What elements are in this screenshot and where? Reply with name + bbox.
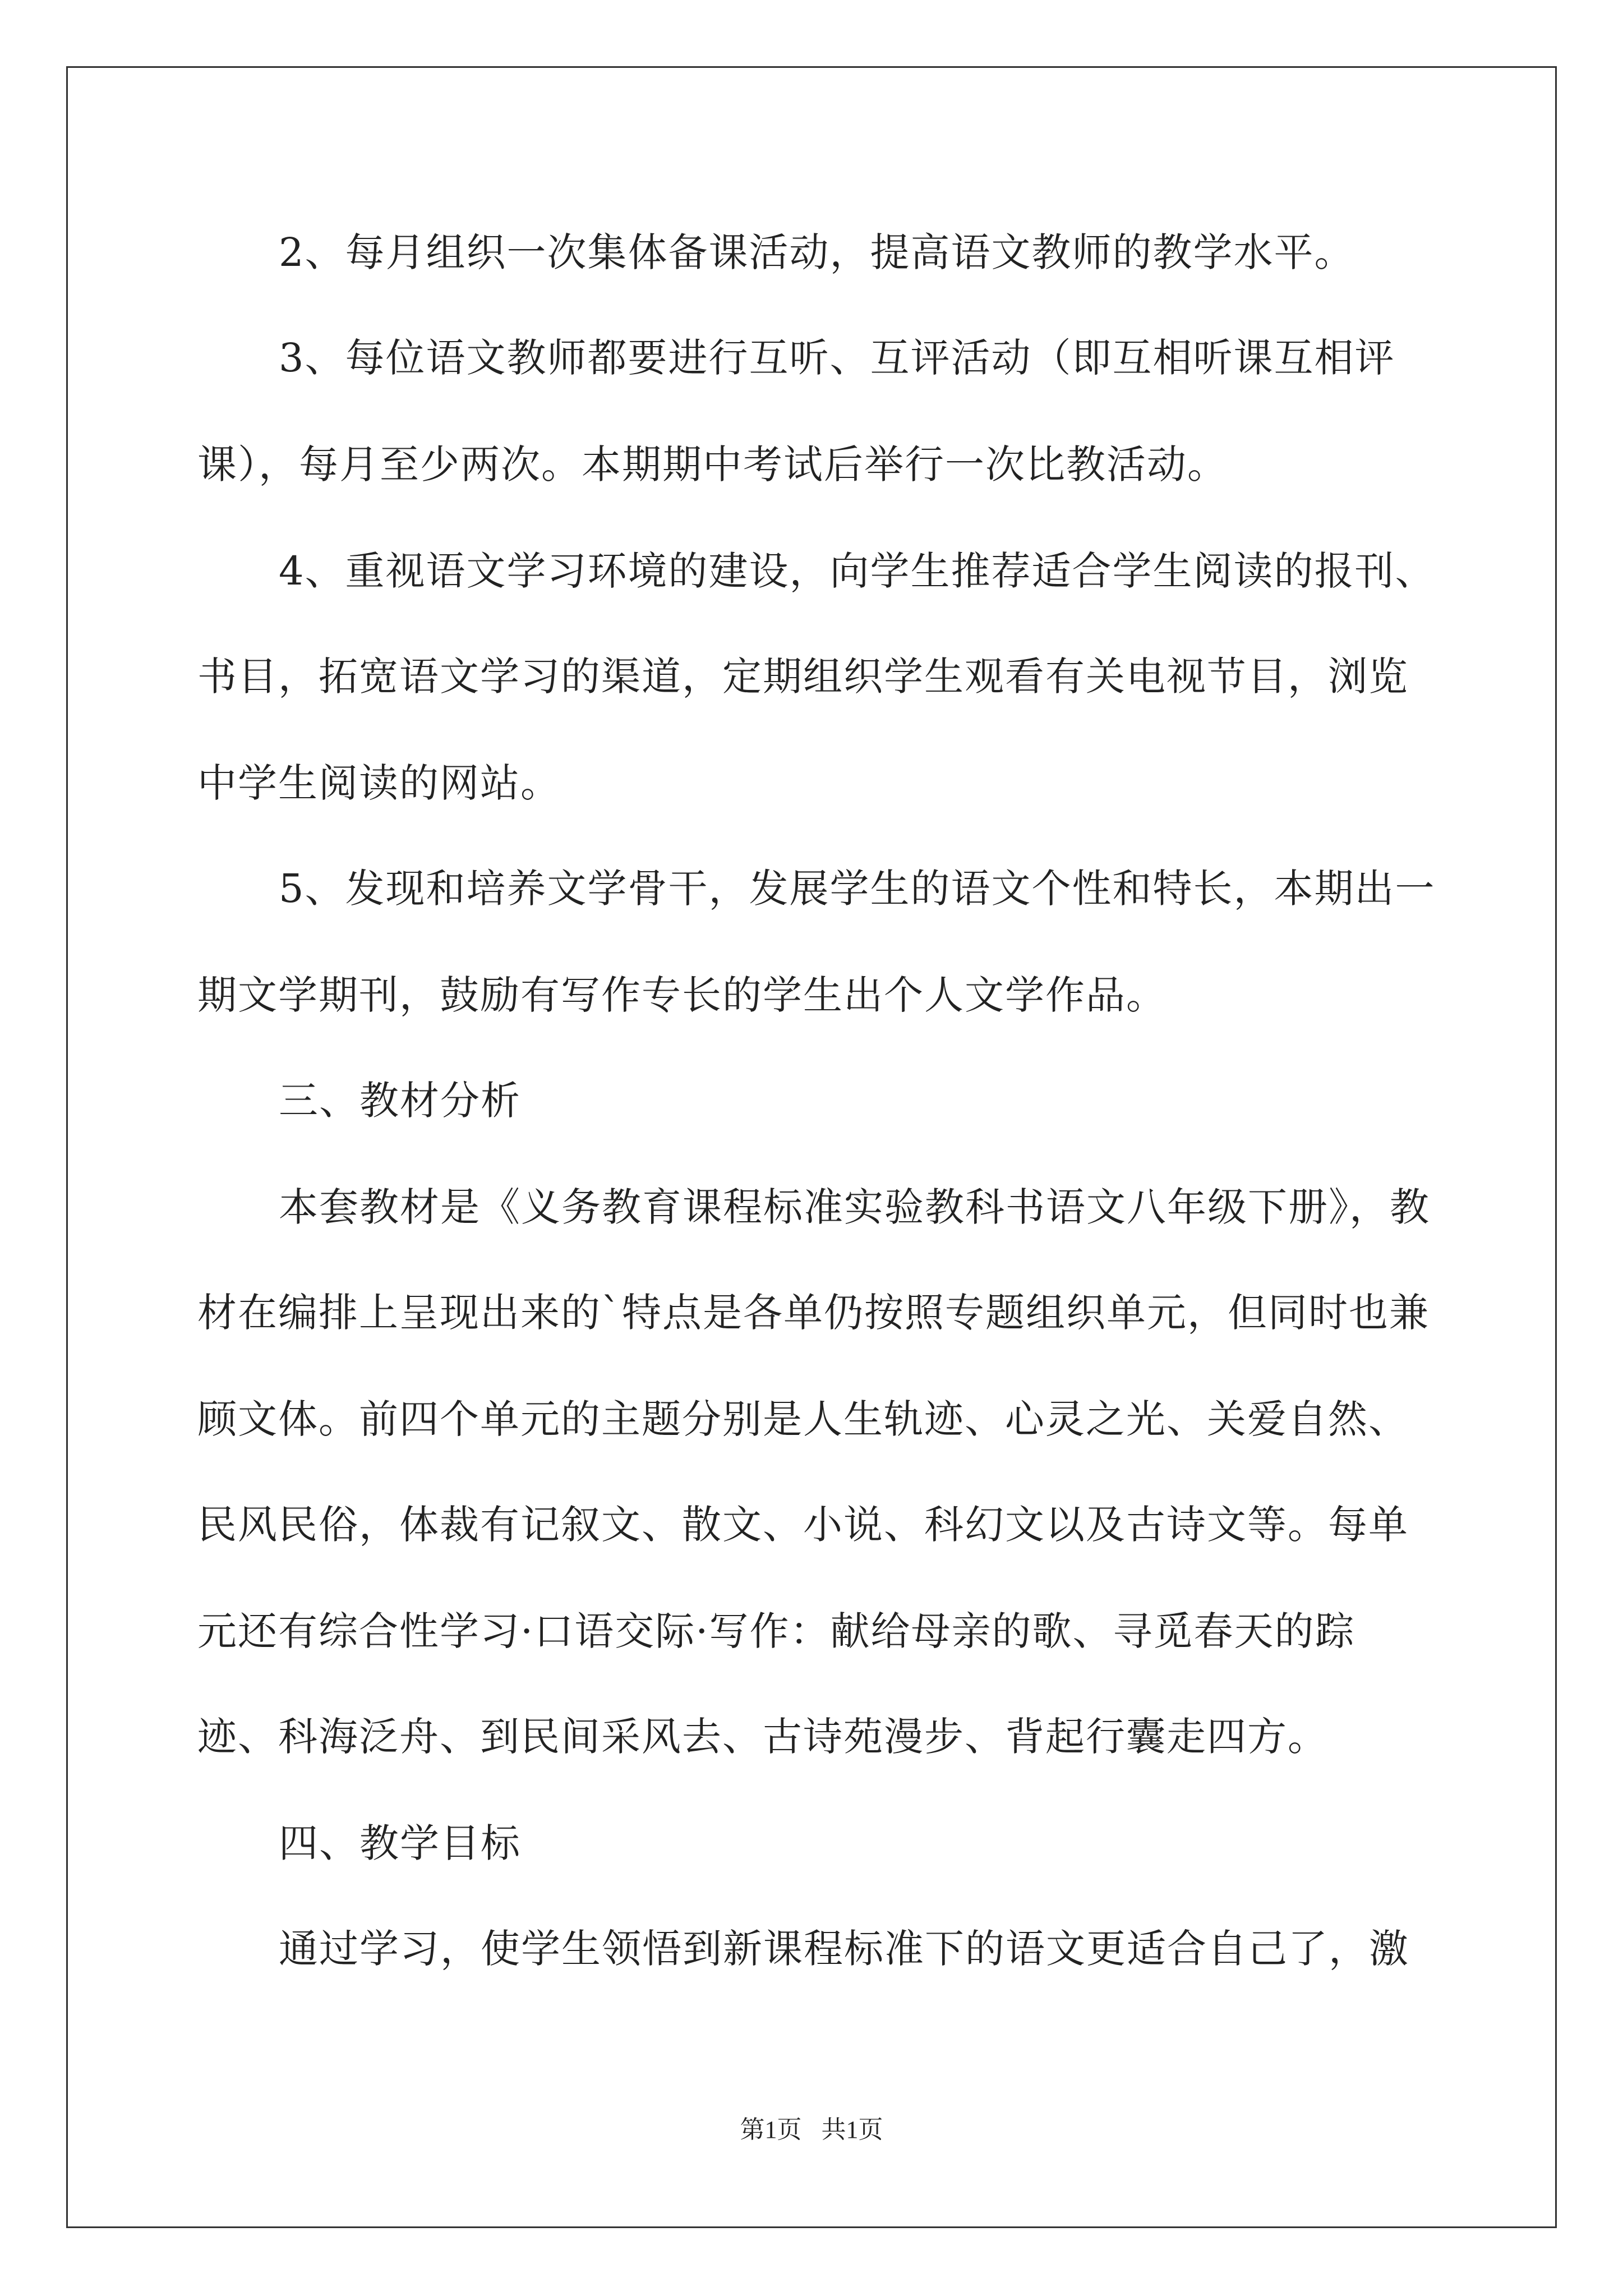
paragraph-line: 课），每月至少两次。本期期中考试后举行一次比教活动。	[197, 441, 1228, 487]
paragraph-line: 5、发现和培养文学骨干，发展学生的语文个性和特长，本期出一	[279, 866, 1436, 912]
section-heading: 四、教学目标	[279, 1820, 521, 1866]
page-footer	[0, 2109, 1623, 2145]
paragraph-line: 4、重视语文学习环境的建设，向学生推荐适合学生阅读的报刊、	[279, 548, 1436, 594]
paragraph-line: 民风民俗，体裁有记叙文、散文、小说、科幻文以及古诗文等。每单	[197, 1502, 1409, 1548]
paragraph-line: 书目，拓宽语文学习的渠道，定期组织学生观看有关电视节目，浏览	[197, 654, 1409, 700]
paragraph-line: 通过学习，使学生领悟到新课程标准下的语文更适合自己了，激	[279, 1926, 1409, 1972]
paragraph-line: 中学生阅读的网站。	[197, 760, 561, 806]
page-border	[66, 66, 1557, 2228]
section-heading: 三、教材分析	[279, 1078, 521, 1124]
paragraph-line: 材在编排上呈现出来的`特点是各单仍按照专题组织单元，但同时也兼	[197, 1290, 1430, 1336]
paragraph-line: 2、每月组织一次集体备课活动，提高语文教师的教学水平。	[279, 229, 1355, 275]
paragraph-line: 本套教材是《义务教育课程标准实验教科书语文八年级下册》，教	[279, 1184, 1430, 1230]
paragraph-line: 顾文体。前四个单元的主题分别是人生轨迹、心灵之光、关爱自然、	[197, 1396, 1409, 1442]
page-total: 共1页	[821, 2116, 883, 2143]
paragraph-line: 3、每位语文教师都要进行互听、互评活动（即互相听课互相评	[279, 335, 1395, 381]
paragraph-line: 迹、科海泛舟、到民间采风去、古诗苑漫步、背起行囊走四方。	[197, 1714, 1328, 1760]
paragraph-line: 元还有综合性学习·口语交际·写作：献给母亲的歌、寻觅春天的踪	[197, 1608, 1355, 1654]
page-number: 第1页	[740, 2116, 802, 2143]
paragraph-line: 期文学期刊，鼓励有写作专长的学生出个人文学作品。	[197, 972, 1166, 1018]
